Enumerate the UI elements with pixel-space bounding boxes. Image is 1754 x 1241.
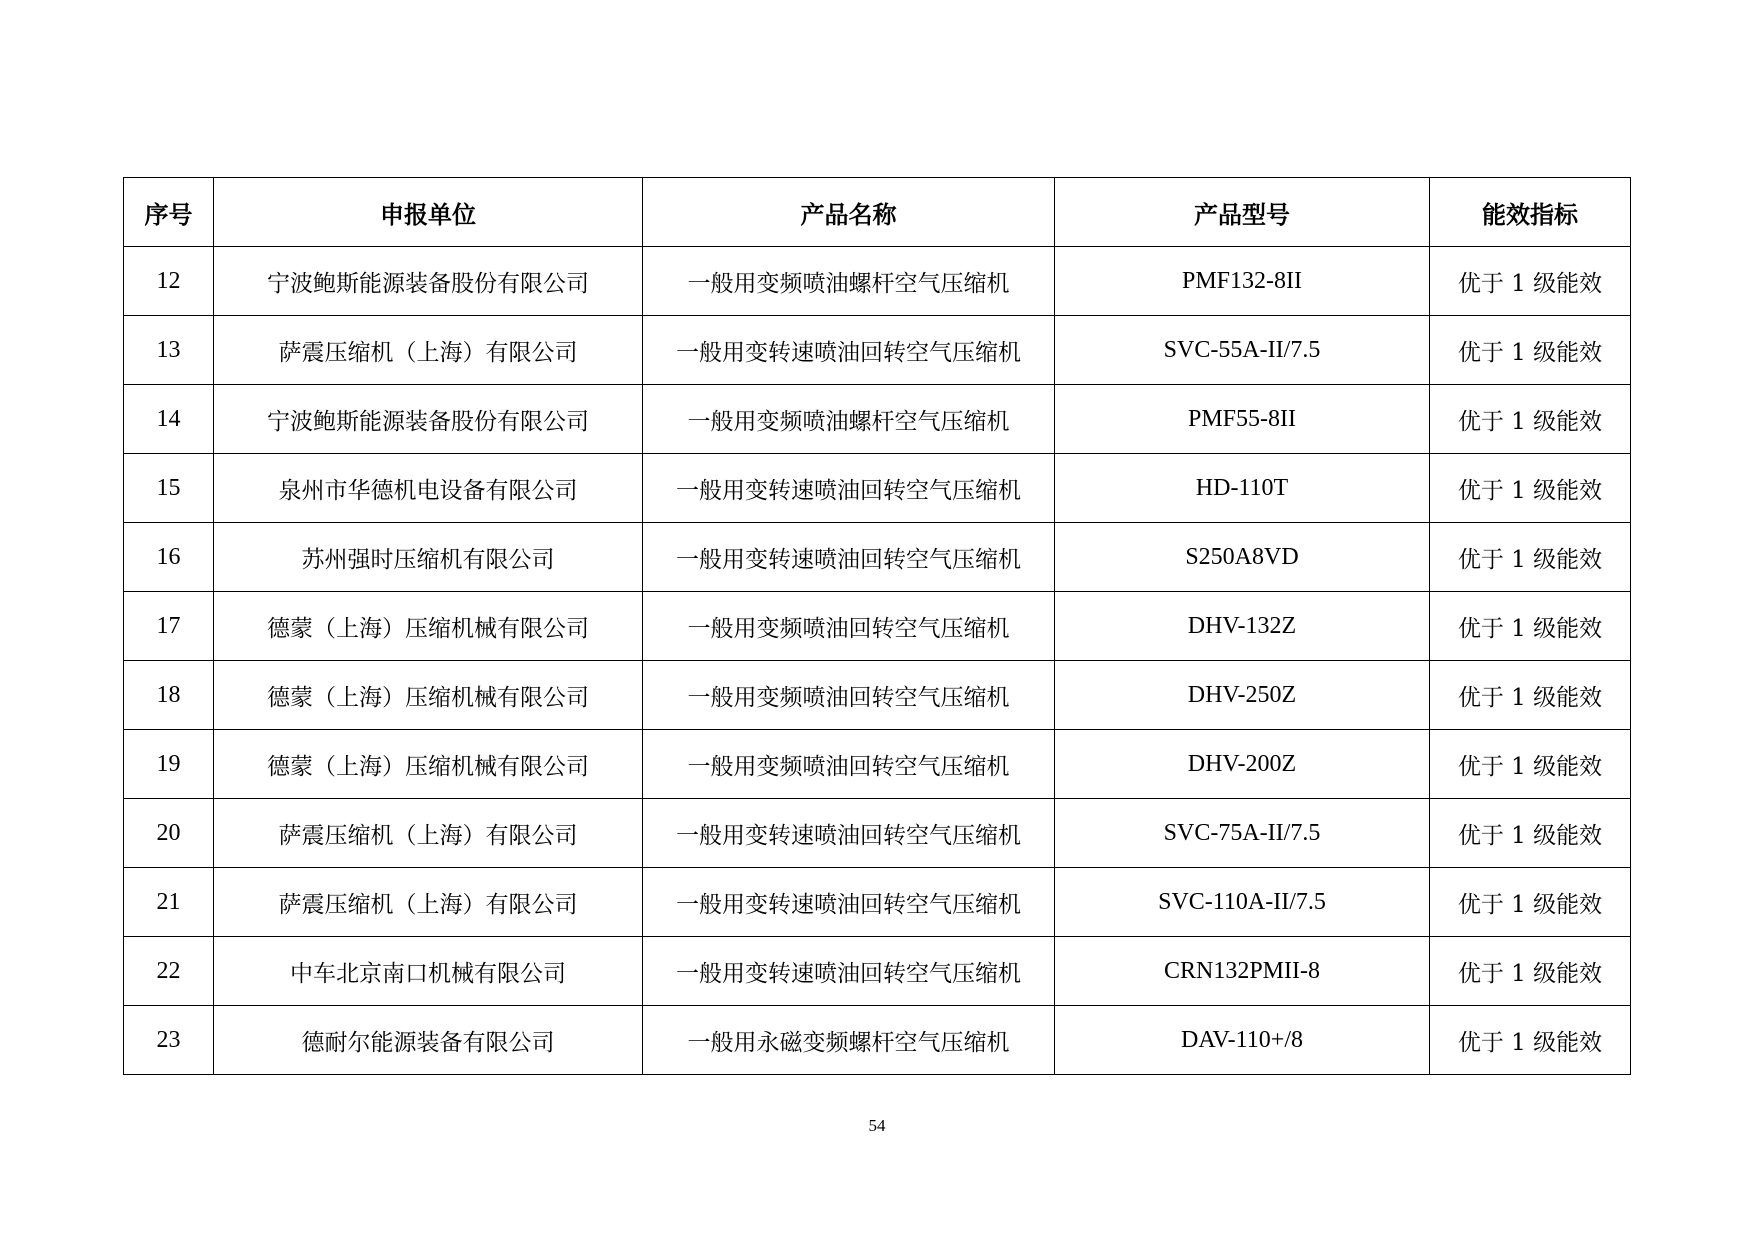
header-product-name: 产品名称 bbox=[643, 178, 1055, 247]
cell-applicant: 萨震压缩机（上海）有限公司 bbox=[214, 316, 643, 385]
cell-seq: 14 bbox=[124, 385, 214, 454]
cell-seq: 22 bbox=[124, 937, 214, 1006]
cell-product-name: 一般用变频喷油回转空气压缩机 bbox=[643, 661, 1055, 730]
cell-product-model: DHV-200Z bbox=[1055, 730, 1430, 799]
page-number: 54 bbox=[868, 1116, 886, 1135]
cell-product-model: S250A8VD bbox=[1055, 523, 1430, 592]
cell-seq: 16 bbox=[124, 523, 214, 592]
cell-efficiency: 优于 1 级能效 bbox=[1430, 1006, 1631, 1075]
cell-efficiency: 优于 1 级能效 bbox=[1430, 385, 1631, 454]
table-body bbox=[124, 247, 1631, 1075]
cell-product-model: SVC-75A-II/7.5 bbox=[1055, 799, 1430, 868]
cell-product-name: 一般用变频喷油回转空气压缩机 bbox=[643, 592, 1055, 661]
table-row bbox=[124, 454, 1631, 523]
cell-product-model: CRN132PMII-8 bbox=[1055, 937, 1430, 1006]
table-row bbox=[124, 592, 1631, 661]
cell-applicant: 德蒙（上海）压缩机械有限公司 bbox=[214, 592, 643, 661]
cell-product-name: 一般用变转速喷油回转空气压缩机 bbox=[643, 799, 1055, 868]
cell-efficiency: 优于 1 级能效 bbox=[1430, 868, 1631, 937]
table-row bbox=[124, 316, 1631, 385]
header-row bbox=[124, 178, 1631, 247]
cell-product-name: 一般用变频喷油螺杆空气压缩机 bbox=[643, 247, 1055, 316]
cell-product-model: HD-110T bbox=[1055, 454, 1430, 523]
cell-product-model: DHV-132Z bbox=[1055, 592, 1430, 661]
cell-seq: 21 bbox=[124, 868, 214, 937]
cell-seq: 20 bbox=[124, 799, 214, 868]
header-seq: 序号 bbox=[124, 178, 214, 247]
cell-applicant: 苏州强时压缩机有限公司 bbox=[214, 523, 643, 592]
cell-applicant: 萨震压缩机（上海）有限公司 bbox=[214, 799, 643, 868]
table-row bbox=[124, 730, 1631, 799]
cell-applicant: 宁波鲍斯能源装备股份有限公司 bbox=[214, 247, 643, 316]
cell-applicant: 萨震压缩机（上海）有限公司 bbox=[214, 868, 643, 937]
cell-product-model: DHV-250Z bbox=[1055, 661, 1430, 730]
table-row bbox=[124, 523, 1631, 592]
cell-product-name: 一般用变转速喷油回转空气压缩机 bbox=[643, 868, 1055, 937]
cell-seq: 12 bbox=[124, 247, 214, 316]
cell-seq: 23 bbox=[124, 1006, 214, 1075]
cell-product-name: 一般用变转速喷油回转空气压缩机 bbox=[643, 523, 1055, 592]
cell-applicant: 宁波鲍斯能源装备股份有限公司 bbox=[214, 385, 643, 454]
cell-applicant: 德蒙（上海）压缩机械有限公司 bbox=[214, 730, 643, 799]
table-row bbox=[124, 661, 1631, 730]
cell-product-model: PMF132-8II bbox=[1055, 247, 1430, 316]
cell-product-name: 一般用永磁变频螺杆空气压缩机 bbox=[643, 1006, 1055, 1075]
cell-product-name: 一般用变频喷油螺杆空气压缩机 bbox=[643, 385, 1055, 454]
table-row bbox=[124, 247, 1631, 316]
table-row bbox=[124, 937, 1631, 1006]
cell-seq: 13 bbox=[124, 316, 214, 385]
cell-efficiency: 优于 1 级能效 bbox=[1430, 937, 1631, 1006]
cell-product-model: SVC-110A-II/7.5 bbox=[1055, 868, 1430, 937]
table-header bbox=[124, 178, 1631, 247]
product-table bbox=[123, 177, 1631, 1075]
cell-product-name: 一般用变转速喷油回转空气压缩机 bbox=[643, 937, 1055, 1006]
cell-seq: 19 bbox=[124, 730, 214, 799]
cell-efficiency: 优于 1 级能效 bbox=[1430, 592, 1631, 661]
cell-product-name: 一般用变转速喷油回转空气压缩机 bbox=[643, 316, 1055, 385]
cell-applicant: 德蒙（上海）压缩机械有限公司 bbox=[214, 661, 643, 730]
cell-efficiency: 优于 1 级能效 bbox=[1430, 247, 1631, 316]
cell-product-model: PMF55-8II bbox=[1055, 385, 1430, 454]
cell-product-model: SVC-55A-II/7.5 bbox=[1055, 316, 1430, 385]
header-efficiency: 能效指标 bbox=[1430, 178, 1631, 247]
cell-efficiency: 优于 1 级能效 bbox=[1430, 454, 1631, 523]
cell-applicant: 泉州市华德机电设备有限公司 bbox=[214, 454, 643, 523]
table-row bbox=[124, 1006, 1631, 1075]
cell-efficiency: 优于 1 级能效 bbox=[1430, 316, 1631, 385]
cell-efficiency: 优于 1 级能效 bbox=[1430, 523, 1631, 592]
cell-applicant: 德耐尔能源装备有限公司 bbox=[214, 1006, 643, 1075]
cell-efficiency: 优于 1 级能效 bbox=[1430, 661, 1631, 730]
cell-product-model: DAV-110+/8 bbox=[1055, 1006, 1430, 1075]
cell-seq: 17 bbox=[124, 592, 214, 661]
cell-seq: 18 bbox=[124, 661, 214, 730]
cell-applicant: 中车北京南口机械有限公司 bbox=[214, 937, 643, 1006]
cell-efficiency: 优于 1 级能效 bbox=[1430, 730, 1631, 799]
table-row bbox=[124, 799, 1631, 868]
cell-product-name: 一般用变频喷油回转空气压缩机 bbox=[643, 730, 1055, 799]
header-applicant: 申报单位 bbox=[214, 178, 643, 247]
cell-seq: 15 bbox=[124, 454, 214, 523]
header-product-model: 产品型号 bbox=[1055, 178, 1430, 247]
table-row bbox=[124, 385, 1631, 454]
cell-product-name: 一般用变转速喷油回转空气压缩机 bbox=[643, 454, 1055, 523]
table-row bbox=[124, 868, 1631, 937]
cell-efficiency: 优于 1 级能效 bbox=[1430, 799, 1631, 868]
